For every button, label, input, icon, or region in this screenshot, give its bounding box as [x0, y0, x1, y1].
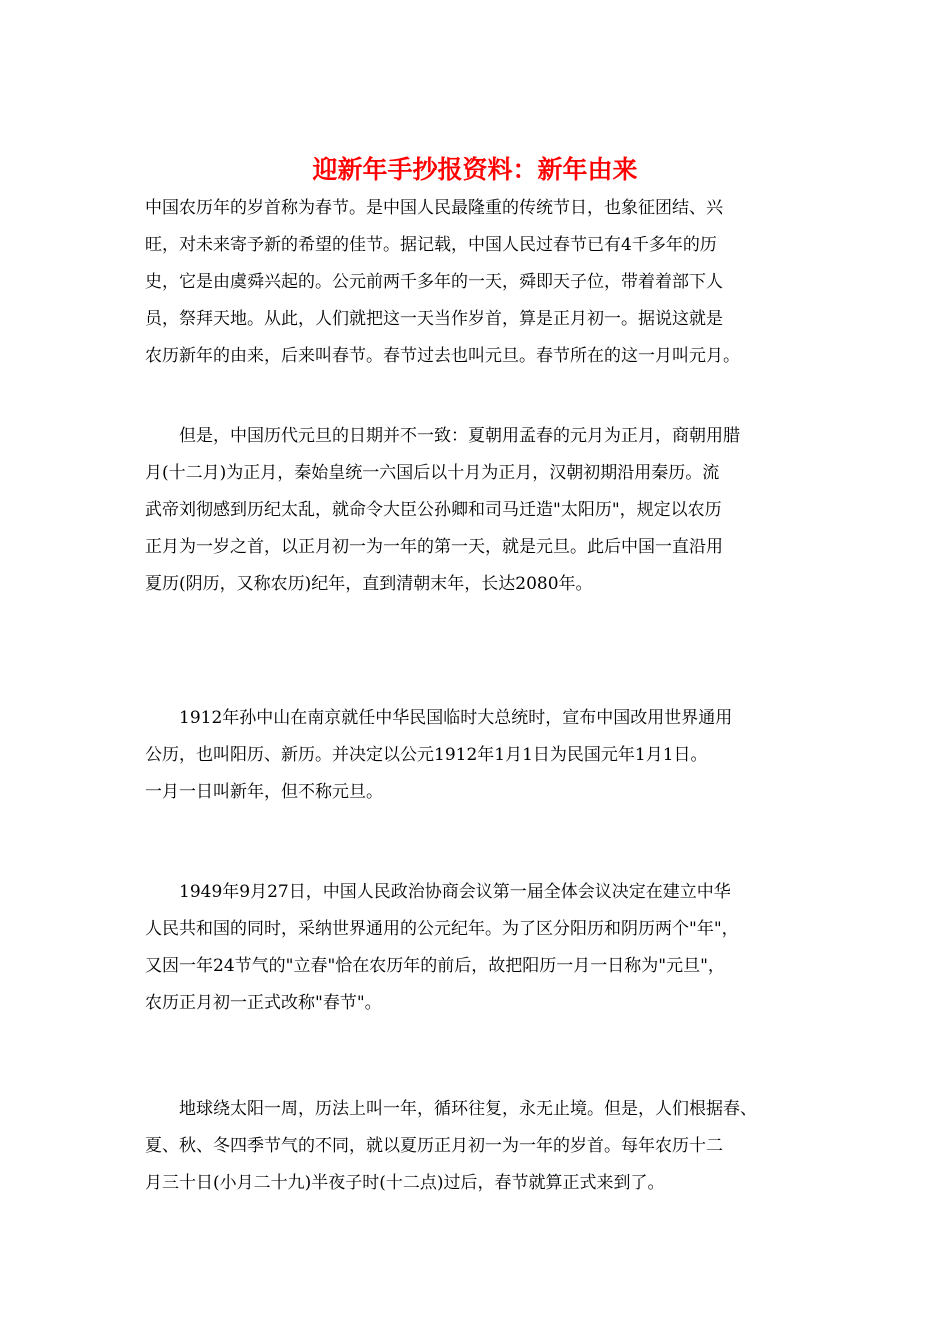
text-line: 旺，对未来寄予新的希望的佳节。据记载，中国人民过春节已有4千多年的历: [145, 235, 717, 255]
paragraph-4: [145, 874, 825, 1022]
text-line: 史，它是由虞舜兴起的。公元前两千多年的一天，舜即天子位，带着着部下人: [145, 272, 723, 292]
text-line: 月(十二月)为正月，秦始皇统一六国后以十月为正月，汉朝初期沿用秦历。流: [145, 463, 720, 483]
text-line: 员，祭拜天地。从此，人们就把这一天当作岁首，算是正月初一。据说这就是: [145, 309, 723, 329]
text-line: 农历正月初一正式改称"春节"。: [145, 993, 382, 1013]
document-title: 迎新年手抄报资料：新年由来: [312, 155, 638, 184]
text-line: 又因一年24节气的"立春"恰在农历年的前后，故把阳历一月一日称为"元旦"，: [145, 956, 725, 976]
text-line: 农历新年的由来，后来叫春节。春节过去也叫元旦。春节所在的这一月叫元月。: [145, 346, 740, 366]
paragraph-2: [145, 418, 825, 603]
text-line: 正月为一岁之首，以正月初一为一年的第一天，就是元旦。此后中国一直沿用: [145, 537, 723, 557]
text-line: 武帝刘彻感到历纪太乱，就命令大臣公孙卿和司马迁造"太阳历"，规定以农历: [145, 500, 722, 520]
text-line: 一月一日叫新年，但不称元旦。: [145, 782, 383, 802]
text-line: 公历，也叫阳历、新历。并决定以公元1912年1月1日为民国元年1月1日。: [145, 745, 708, 765]
text-line: 人民共和国的同时，采纳世界通用的公元纪年。为了区分阳历和阴历两个"年"，: [145, 919, 739, 939]
text-line: 中国农历年的岁首称为春节。是中国人民最隆重的传统节日，也象征团结、兴: [145, 198, 723, 218]
text-line: 地球绕太阳一周，历法上叫一年，循环往复，永无止境。但是，人们根据春、: [145, 1099, 757, 1119]
paragraph-3: [145, 700, 825, 811]
text-line: 但是，中国历代元旦的日期并不一致：夏朝用孟春的元月为正月，商朝用腊: [145, 426, 740, 446]
text-line: 月三十日(小月二十九)半夜子时(十二点)过后，春节就算正式来到了。: [145, 1173, 665, 1193]
text-line: 1912年孙中山在南京就任中华民国临时大总统时，宣布中国改用世界通用: [145, 708, 733, 728]
text-line: 1949年9月27日，中国人民政治协商会议第一届全体会议决定在建立中华: [145, 882, 731, 902]
text-line: 夏历(阴历，又称农历)纪年，直到清朝末年，长达2080年。: [145, 574, 593, 594]
text-line: 夏、秋、冬四季节气的不同，就以夏历正月初一为一年的岁首。每年农历十二: [145, 1136, 723, 1156]
paragraph-5: [145, 1091, 825, 1202]
paragraph-1: [145, 190, 825, 375]
